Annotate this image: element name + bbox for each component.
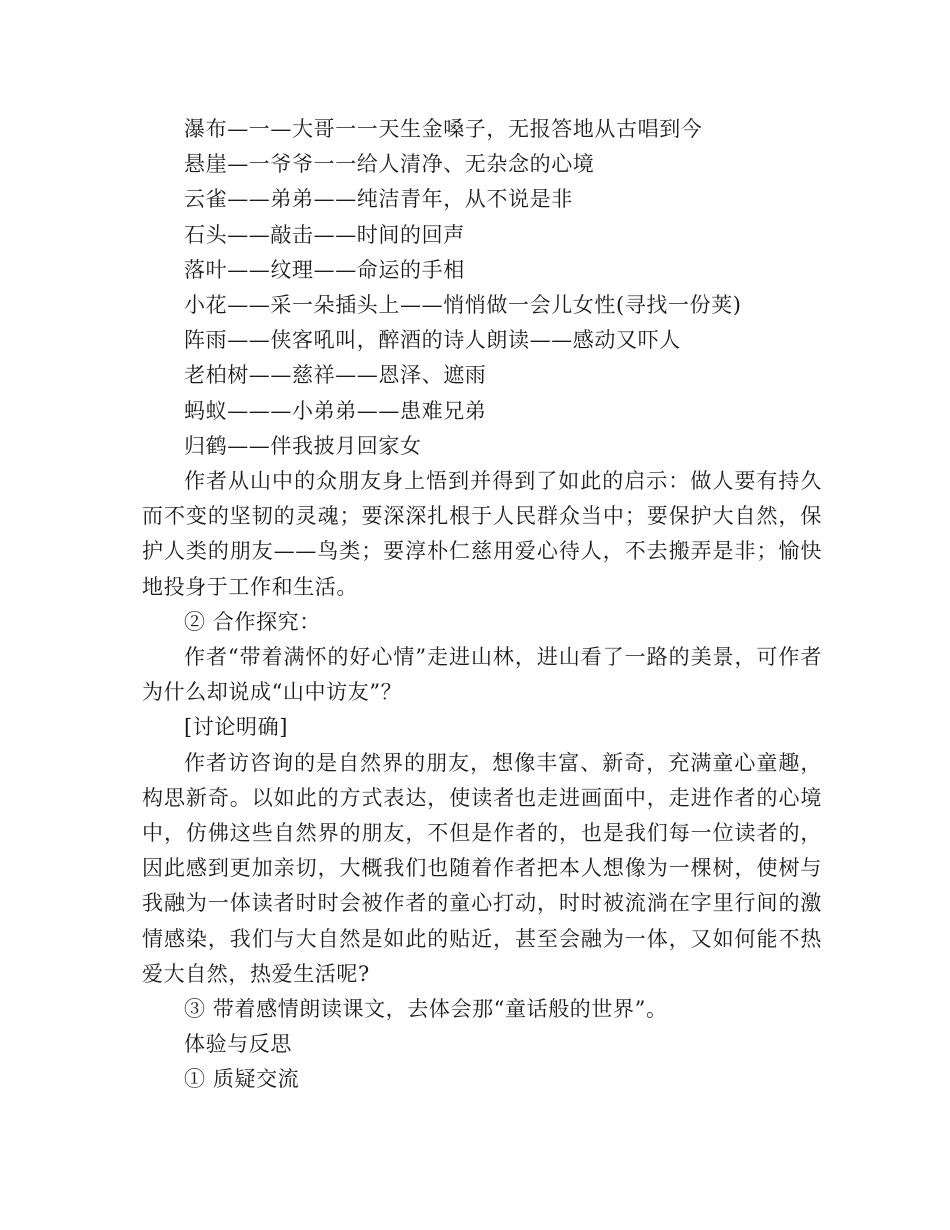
section-heading-cooperative-inquiry: ② 合作探究： [184, 609, 321, 634]
analogy-list [142, 112, 822, 464]
analogy-line: 归鹤——伴我披月回家女 [184, 433, 422, 458]
analogy-line: 落叶——纹理——命运的手相 [184, 257, 465, 282]
analogy-line: 小花——采一朵插头上——悄悄做一会儿女性(寻找一份荚) [184, 293, 742, 318]
analogy-line: 老柏树——慈祥——恩泽、遮雨 [184, 363, 487, 388]
analogy-line: 阵雨——侠客吼叫，醉酒的诗人朗读——感动又吓人 [184, 328, 681, 353]
answer-paragraph: 作者访咨询的是自然界的朋友，想像丰富、新奇，充满童心童趣，构思新奇。以如此的方式表达，使读者也走进画面中，走进作者的心境中，仿佛这些自然界的朋友，不但是作者的，也是我们每一位读者的，因此感到更加亲切，大概我们也随着作者把本人想像为一棵树，使树与我融为一体读者时时会被作者的童心打动，时时被流淌在字里行间的激情感染，我们与大自然是如此的贴近，甚至会融为一体，又如何能不热爱大自然，热爱生活呢? [142, 750, 822, 986]
list-item-question-exchange: ① 质疑交流 [184, 1067, 300, 1092]
analogy-line: 悬崖—一爷爷一一给人清净、无杂念的心境 [184, 152, 595, 177]
section-heading-experience: 体验与反思 [184, 1032, 292, 1057]
analogy-line: 石头——敲击——时间的回声 [184, 222, 465, 247]
section-reading-instruction: ③ 带着感情朗读课文，去体会那“童话般的世界”。 [184, 997, 668, 1022]
summary-paragraph: 作者从山中的众朋友身上悟到并得到了如此的启示：做人要有持久而不变的坚韧的灵魂；要深深扎根于人民群众当中；要保护大自然，保护人类的朋友——鸟类；要淳朴仁慈用爱心待人，不去搬弄是非；愉快地投身于工作和生活。 [142, 469, 822, 599]
document-page [142, 112, 822, 1098]
discussion-label: [讨论明确] [184, 715, 288, 740]
analogy-line: 蚂蚁———小弟弟——患难兄弟 [184, 398, 487, 423]
analogy-line: 瀑布—一—大哥一一天生金嗓子，无报答地从古唱到今 [184, 117, 703, 141]
analogy-line: 云雀——弟弟——纯洁青年，从不说是非 [184, 187, 573, 212]
question-paragraph: 作者“带着满怀的好心情”走进山林，进山看了一路的美景，可作者为什么却说成“山中访友”？ [142, 645, 822, 705]
